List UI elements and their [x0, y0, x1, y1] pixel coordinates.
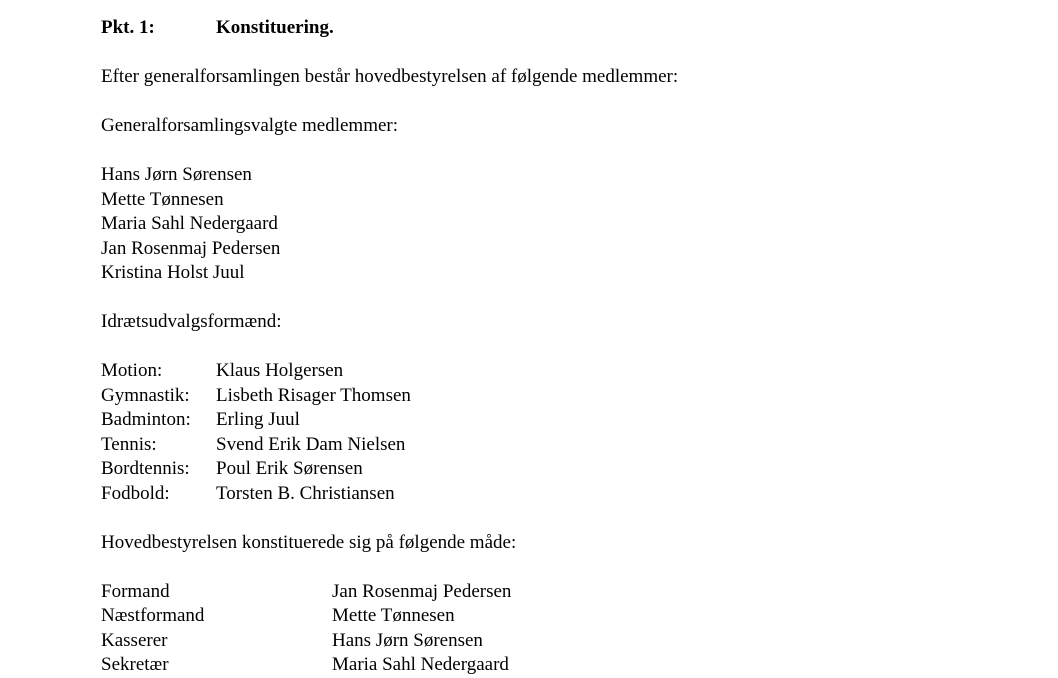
chair-name: Erling Juul: [216, 409, 300, 430]
sport-label: Gymnastik:: [101, 384, 190, 406]
section-title: Konstituering.: [216, 17, 334, 38]
committee-chair-row: [101, 384, 1001, 409]
spacer: [101, 335, 1001, 360]
role-holder: Maria Sahl Nedergaard: [332, 654, 509, 675]
sport-label: Tennis:: [101, 433, 157, 455]
board-role-row: [101, 629, 1001, 654]
role-label: Sekretær: [101, 654, 169, 675]
elected-member: Jan Rosenmaj Pedersen: [101, 237, 281, 259]
document-page: [101, 16, 1001, 678]
sport-label: Badminton:: [101, 409, 191, 430]
elected-member: Maria Sahl Nedergaard: [101, 213, 278, 234]
role-holder: Hans Jørn Sørensen: [332, 629, 483, 651]
constitution-title: Hovedbestyrelsen konstituerede sig på følgende måde:: [101, 531, 517, 553]
sport-label: Motion:: [101, 360, 163, 381]
section-heading: [101, 16, 1001, 41]
role-label: Kasserer: [101, 629, 168, 651]
committee-chair-row: [101, 457, 1001, 482]
chair-name: Lisbeth Risager Thomsen: [216, 384, 411, 406]
committee-chair-row: [101, 408, 1001, 433]
sport-label: Bordtennis:: [101, 458, 190, 479]
role-label: Næstformand: [101, 605, 205, 626]
committee-chair-row: [101, 433, 1001, 458]
board-roles-list: [101, 580, 1001, 678]
spacer: [101, 139, 1001, 164]
role-holder: Jan Rosenmaj Pedersen: [332, 580, 512, 602]
spacer: [101, 41, 1001, 66]
committee-chairs-list: [101, 359, 1001, 506]
role-label: Formand: [101, 580, 170, 602]
elected-member: Kristina Holst Juul: [101, 262, 245, 283]
chair-name: Klaus Holgersen: [216, 360, 344, 381]
elected-members-list: [101, 163, 1001, 286]
elected-member: Hans Jørn Sørensen: [101, 164, 252, 185]
section-number: Pkt. 1:: [101, 17, 155, 38]
intro-paragraph: Efter generalforsamlingen består hovedbestyrelsen af følgende medlemmer:: [101, 66, 679, 87]
spacer: [101, 90, 1001, 115]
committee-chair-row: [101, 359, 1001, 384]
elected-member: Mette Tønnesen: [101, 188, 224, 210]
board-role-row: [101, 653, 1001, 678]
committee-chair-row: [101, 482, 1001, 507]
chair-name: Poul Erik Sørensen: [216, 458, 363, 479]
committee-chairs-title: Idrætsudvalgsformænd:: [101, 311, 282, 332]
board-role-row: [101, 604, 1001, 629]
spacer: [101, 286, 1001, 311]
chair-name: Torsten B. Christiansen: [216, 482, 395, 504]
spacer: [101, 506, 1001, 531]
role-holder: Mette Tønnesen: [332, 605, 455, 626]
spacer: [101, 555, 1001, 580]
elected-members-title: Generalforsamlingsvalgte medlemmer:: [101, 115, 399, 136]
board-role-row: [101, 580, 1001, 605]
sport-label: Fodbold:: [101, 482, 170, 504]
chair-name: Svend Erik Dam Nielsen: [216, 433, 406, 455]
